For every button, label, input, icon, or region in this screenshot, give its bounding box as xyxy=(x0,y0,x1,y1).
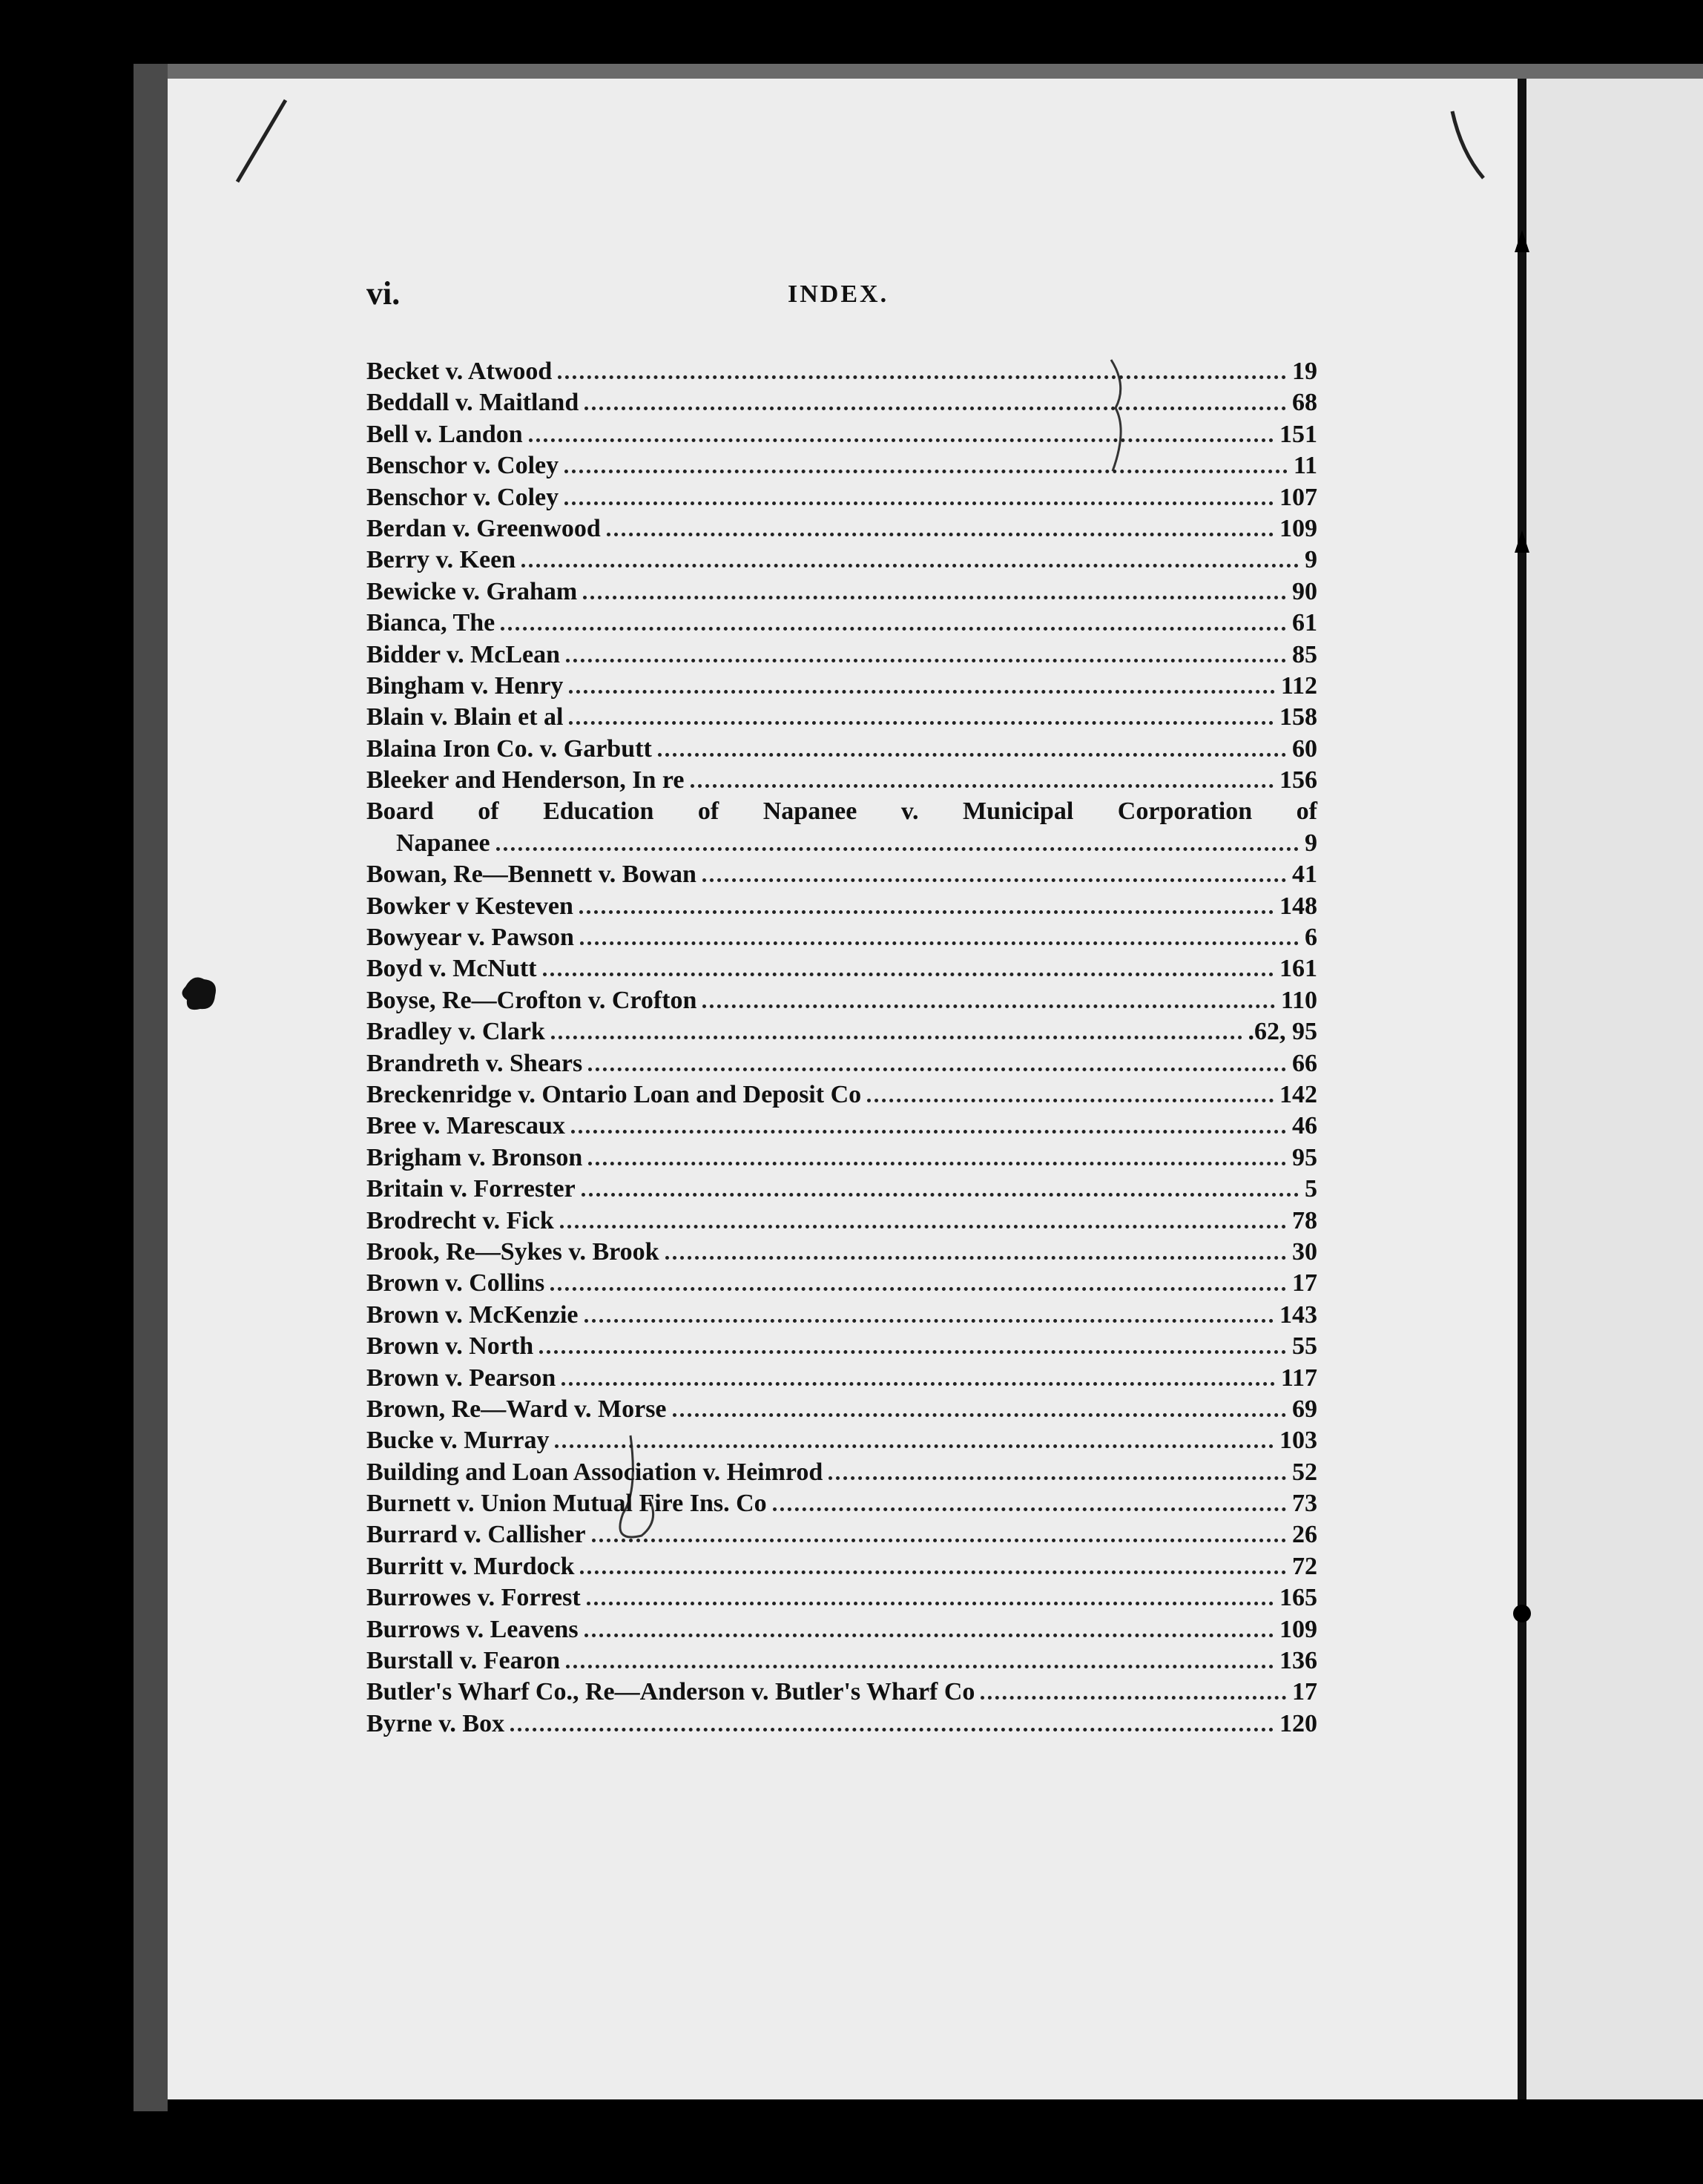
index-entry-first-line xyxy=(366,796,1317,827)
page-ref: 52 xyxy=(1292,1458,1317,1486)
page-ref: 17 xyxy=(1292,1269,1317,1297)
dot-leader xyxy=(561,1382,1275,1386)
dot-leader xyxy=(981,1696,1286,1700)
dot-leader xyxy=(566,1665,1274,1668)
page-ref: 110 xyxy=(1280,986,1317,1014)
page-ref: 142 xyxy=(1279,1080,1317,1108)
index-entry xyxy=(366,1300,1317,1331)
dot-leader xyxy=(543,973,1274,976)
index-entry xyxy=(366,419,1317,450)
dot-leader xyxy=(529,438,1274,442)
case-name: Berry v. Keen xyxy=(366,546,516,574)
index-entry xyxy=(366,1142,1317,1174)
page-ref: 78 xyxy=(1292,1206,1317,1234)
facing-page xyxy=(1526,79,1703,2099)
index-entry xyxy=(366,1457,1317,1488)
case-name: Brown v. Pearson xyxy=(366,1364,556,1392)
dot-leader xyxy=(829,1476,1286,1480)
dot-leader xyxy=(607,533,1274,536)
page-ref: 30 xyxy=(1292,1237,1317,1266)
page-ref: 68 xyxy=(1292,389,1317,417)
index-entry xyxy=(366,1016,1317,1047)
dot-leader xyxy=(571,1130,1286,1134)
index-entry xyxy=(366,1614,1317,1645)
case-name: Britain v. Forrester xyxy=(366,1175,576,1203)
index-entry xyxy=(366,1331,1317,1362)
case-name: Brown, Re—Ward v. Morse xyxy=(366,1395,667,1423)
case-name: Bleeker and Henderson, In re xyxy=(366,766,685,795)
page-ref: .62, 95 xyxy=(1248,1018,1317,1046)
dot-leader xyxy=(579,910,1274,914)
dot-leader xyxy=(658,753,1286,757)
case-name: Boyd v. McNutt xyxy=(366,955,537,983)
page-ref: 107 xyxy=(1279,483,1317,511)
page-ref: 161 xyxy=(1279,955,1317,983)
index-entry xyxy=(366,1048,1317,1079)
case-name: Breckenridge v. Ontario Loan and Deposit Co xyxy=(366,1080,862,1108)
index-entry xyxy=(366,1394,1317,1425)
index-entry xyxy=(366,450,1317,481)
page-ref: 148 xyxy=(1279,892,1317,920)
case-name: Brodrecht v. Fick xyxy=(366,1206,554,1234)
dot-leader xyxy=(584,1319,1274,1323)
case-name: Burstall v. Fearon xyxy=(366,1647,560,1675)
index-entry xyxy=(366,1488,1317,1519)
index-entry xyxy=(366,482,1317,513)
index-entry xyxy=(366,1425,1317,1456)
index-entry xyxy=(366,734,1317,765)
page-ref: 85 xyxy=(1292,640,1317,668)
index-entries xyxy=(366,356,1317,1740)
dot-leader xyxy=(584,1634,1274,1637)
dot-leader xyxy=(539,1350,1286,1354)
page-ref: 61 xyxy=(1292,609,1317,637)
dot-leader xyxy=(588,1162,1286,1165)
dot-leader xyxy=(555,1444,1274,1448)
page-ref: 143 xyxy=(1279,1300,1317,1329)
index-entry xyxy=(366,859,1317,890)
index-entry xyxy=(366,1582,1317,1614)
dot-leader xyxy=(867,1099,1274,1102)
dot-leader xyxy=(510,1728,1274,1731)
page-ref: 55 xyxy=(1292,1332,1317,1361)
index-entry xyxy=(366,1677,1317,1708)
dot-leader xyxy=(558,375,1286,379)
dot-leader xyxy=(702,878,1286,882)
index-entry xyxy=(366,1111,1317,1142)
dot-leader xyxy=(550,1287,1286,1291)
index-entry xyxy=(366,545,1317,576)
dot-leader xyxy=(551,1036,1242,1039)
spine-notch-2 xyxy=(1515,530,1529,553)
page-ref: 73 xyxy=(1292,1490,1317,1518)
pencil-mark-top-left xyxy=(230,96,297,185)
case-name: Bingham v. Henry xyxy=(366,671,564,700)
page-ref: 69 xyxy=(1292,1395,1317,1423)
case-name: Building and Loan Association v. Heimrod xyxy=(366,1458,823,1486)
dot-leader xyxy=(501,627,1286,631)
case-name: Burrowes v. Forrest xyxy=(366,1584,581,1612)
page-ref: 120 xyxy=(1279,1709,1317,1737)
page-title: INDEX. xyxy=(788,280,889,308)
case-name: Bianca, The xyxy=(366,609,495,637)
page-ref: 6 xyxy=(1305,924,1317,952)
index-entry xyxy=(366,356,1317,387)
spine-notch-3 xyxy=(1513,1602,1531,1625)
case-name: Brook, Re—Sykes v. Brook xyxy=(366,1237,659,1266)
case-name: Burrard v. Callisher xyxy=(366,1521,586,1549)
index-entry xyxy=(366,576,1317,608)
case-name: Bowan, Re—Bennett v. Bowan xyxy=(366,861,696,889)
case-name: Brown v. Collins xyxy=(366,1269,545,1297)
case-name: Beddall v. Maitland xyxy=(366,389,579,417)
index-entry xyxy=(366,1079,1317,1111)
case-name: Bowyear v. Pawson xyxy=(366,924,574,952)
index-entry xyxy=(366,513,1317,545)
case-name: Blaina Iron Co. v. Garbutt xyxy=(366,734,652,763)
index-entry xyxy=(366,639,1317,671)
dot-leader xyxy=(496,847,1299,851)
dot-leader xyxy=(564,470,1288,473)
page-ref: 95 xyxy=(1292,1143,1317,1171)
page-ref: 5 xyxy=(1305,1175,1317,1203)
index-entry xyxy=(366,1174,1317,1205)
dot-leader xyxy=(560,1225,1286,1228)
dot-leader xyxy=(587,1602,1274,1605)
case-name: Bucke v. Murray xyxy=(366,1427,550,1455)
case-name: Burnett v. Union Mutual Fire Ins. Co xyxy=(366,1490,767,1518)
case-name: Boyse, Re—Crofton v. Crofton xyxy=(366,986,697,1014)
index-entry xyxy=(366,1519,1317,1550)
dot-leader xyxy=(580,1570,1286,1574)
dot-leader xyxy=(521,564,1299,568)
case-name: Bradley v. Clark xyxy=(366,1018,545,1046)
dot-leader xyxy=(566,659,1286,662)
case-name: Berdan v. Greenwood xyxy=(366,514,601,542)
case-name: Brigham v. Bronson xyxy=(366,1143,583,1171)
page-ref: 90 xyxy=(1292,577,1317,605)
page-ref: 103 xyxy=(1279,1427,1317,1455)
page-ref: 9 xyxy=(1305,829,1317,857)
case-name: Bewicke v. Graham xyxy=(366,577,578,605)
index-entry xyxy=(366,922,1317,953)
case-name: Bowker v Kesteven xyxy=(366,892,573,920)
dot-leader xyxy=(773,1507,1286,1511)
page-ref: 151 xyxy=(1279,420,1317,448)
page-ref: 60 xyxy=(1292,734,1317,763)
page-number: vi. xyxy=(366,275,401,312)
page-ref: 19 xyxy=(1292,358,1317,385)
dot-leader xyxy=(702,1004,1274,1008)
case-name: Bree v. Marescaux xyxy=(366,1112,565,1140)
page-ref: 109 xyxy=(1279,1615,1317,1643)
page-ref: 17 xyxy=(1292,1678,1317,1706)
case-name: Burrows v. Leavens xyxy=(366,1615,579,1643)
index-entry xyxy=(366,702,1317,733)
book-spine xyxy=(1518,79,1526,2099)
dot-leader xyxy=(582,1193,1299,1197)
page-ref: 9 xyxy=(1305,546,1317,574)
index-entry xyxy=(366,671,1317,702)
pencil-mark-top-right xyxy=(1446,108,1491,182)
dot-leader xyxy=(569,721,1274,725)
case-name: Blain v. Blain et al xyxy=(366,703,564,731)
index-entry xyxy=(366,1268,1317,1299)
index-entry xyxy=(366,1645,1317,1677)
ink-blot xyxy=(178,972,223,1016)
case-name: Brandreth v. Shears xyxy=(366,1049,583,1077)
dot-leader xyxy=(569,690,1274,694)
case-name: Bidder v. McLean xyxy=(366,640,560,668)
page-ref: 66 xyxy=(1292,1049,1317,1077)
index-entry xyxy=(366,1206,1317,1237)
dot-leader xyxy=(592,1539,1286,1542)
case-name: Becket v. Atwood xyxy=(366,358,553,385)
case-name: Burritt v. Murdock xyxy=(366,1552,575,1580)
page-ref: 46 xyxy=(1292,1112,1317,1140)
page-ref: 109 xyxy=(1279,514,1317,542)
index-entry xyxy=(366,1237,1317,1268)
page-ref: 158 xyxy=(1279,703,1317,731)
dot-leader xyxy=(580,941,1299,945)
index-entry-continuation xyxy=(366,828,1317,859)
dot-leader xyxy=(673,1413,1286,1417)
spine-notch-1 xyxy=(1515,230,1529,252)
page-ref: 117 xyxy=(1280,1364,1317,1392)
index-entry xyxy=(366,891,1317,922)
scan-frame-left xyxy=(134,64,168,2111)
dot-leader xyxy=(564,501,1274,505)
dot-leader xyxy=(588,1068,1286,1071)
dot-leader xyxy=(583,596,1286,599)
case-name: Bell v. Landon xyxy=(366,420,523,448)
page-ref: 11 xyxy=(1293,452,1317,480)
case-name: Butler's Wharf Co., Re—Anderson v. Butler's Wharf Co xyxy=(366,1678,975,1706)
case-name: Byrne v. Box xyxy=(366,1709,505,1737)
page-ref: 72 xyxy=(1292,1552,1317,1580)
case-name: Benschor v. Coley xyxy=(366,483,559,511)
page-ref: 136 xyxy=(1279,1647,1317,1675)
page-ref: 112 xyxy=(1280,671,1317,700)
page-ref: 165 xyxy=(1279,1584,1317,1612)
dot-leader xyxy=(665,1256,1286,1260)
index-entry xyxy=(366,1708,1317,1740)
dot-leader xyxy=(584,407,1286,410)
index-entry xyxy=(366,1551,1317,1582)
page-ref: 26 xyxy=(1292,1521,1317,1549)
case-name: Benschor v. Coley xyxy=(366,452,559,480)
case-name: Board of Education of Napanee v. Municipal Corporation of xyxy=(366,797,1317,826)
index-entry xyxy=(366,1363,1317,1394)
page-ref: 156 xyxy=(1279,766,1317,795)
index-entry xyxy=(366,765,1317,796)
case-name-continuation: Napanee xyxy=(396,829,490,857)
page-ref: 41 xyxy=(1292,861,1317,889)
index-entry xyxy=(366,985,1317,1016)
case-name: Brown v. North xyxy=(366,1332,534,1361)
dot-leader xyxy=(691,784,1274,788)
index-entry xyxy=(366,387,1317,418)
case-name: Brown v. McKenzie xyxy=(366,1300,579,1329)
index-entry xyxy=(366,953,1317,984)
index-entry xyxy=(366,608,1317,639)
